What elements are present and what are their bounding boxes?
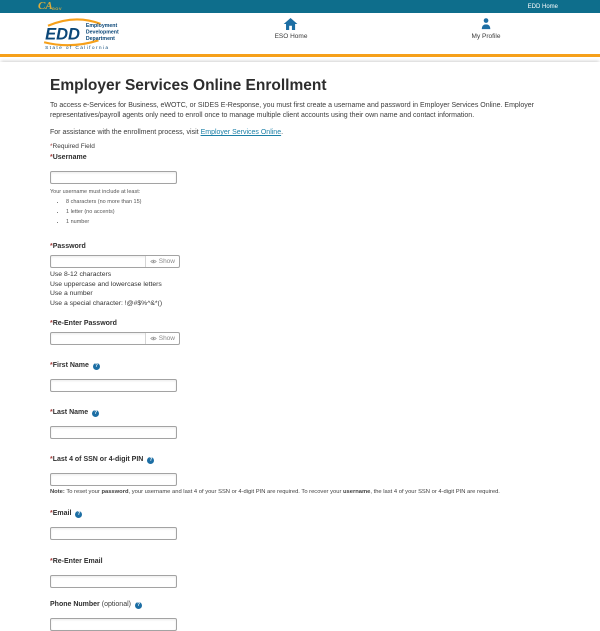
intro-text: To access e-Services for Business, eWOTC, or SIDES E-Response, you must first create a username and password in Employer Services Online. Employer representatives/payroll agents only need to enroll once to manage multiple client accounts using their own name and contact information.	[50, 101, 534, 119]
reenter-email-label: * Re-Enter Email	[50, 558, 103, 566]
last-name-group	[50, 409, 550, 439]
main-content	[0, 62, 600, 631]
password-group	[50, 243, 550, 308]
help-icon[interactable]: ?	[149, 456, 153, 463]
ssn-pin-note: Note: To reset your password, your username and last 4 of your SSN or 4-digit PIN are required. To recover your username, the last 4 of your SSN or 4-digit PIN are required.	[50, 489, 500, 496]
reenter-password-group	[50, 320, 550, 345]
username-hint-title: Your username must include at least:	[50, 189, 141, 196]
assistance-prefix: For assistance with the enrollment process, visit	[50, 129, 201, 137]
username-group	[50, 154, 550, 225]
required-asterisk: *	[50, 154, 53, 162]
phone-optional-text: (optional)	[101, 601, 131, 609]
phone-label: Phone Number (optional) ?	[50, 601, 141, 609]
required-asterisk: *	[50, 320, 53, 328]
username-input[interactable]	[50, 171, 177, 184]
required-asterisk: *	[50, 143, 53, 151]
username-hints	[66, 199, 550, 225]
reenter-password-label: * Re-Enter Password	[50, 320, 117, 328]
password-rule: Use 8-12 characters	[50, 271, 112, 279]
ca-gov-logo[interactable]	[38, 1, 62, 12]
password-rule: Use uppercase and lowercase letters	[50, 280, 162, 288]
phone-input[interactable]	[50, 618, 177, 631]
top-bar	[0, 0, 600, 13]
help-icon[interactable]: ?	[94, 409, 98, 416]
edd-name-line2: Development	[85, 29, 119, 36]
password-rule: Use a special character: !@#$%^&*()	[50, 299, 163, 307]
required-field-note	[50, 143, 550, 150]
assistance-suffix: .	[281, 129, 284, 137]
username-hint-item: • 1 number	[66, 219, 550, 225]
ca-gov-logo-gov: GOV	[51, 6, 63, 11]
email-label: * Email ?	[50, 510, 81, 518]
password-rules	[50, 270, 550, 308]
first-name-label: * First Name ?	[50, 362, 98, 370]
edd-logo-graphic	[38, 18, 124, 51]
eye-icon	[150, 336, 157, 341]
edd-logo[interactable]	[38, 18, 124, 56]
reenter-password-input-wrap	[50, 332, 180, 345]
profile-icon	[481, 18, 492, 30]
home-icon	[284, 18, 298, 30]
required-asterisk: *	[50, 558, 53, 566]
page-title: Employer Services Online Enrollment	[50, 77, 327, 94]
nav-eso-home[interactable]	[275, 18, 308, 40]
username-hint-item: • 1 letter (no accents)	[66, 209, 550, 215]
password-show-button[interactable]: Show	[145, 256, 179, 267]
nav-eso-home-label: ESO Home	[274, 33, 308, 40]
required-asterisk: *	[50, 510, 53, 518]
edd-home-link[interactable]: EDD Home	[527, 3, 558, 10]
nav-my-profile-label: My Profile	[471, 33, 501, 40]
required-asterisk: *	[50, 243, 53, 251]
email-input[interactable]	[50, 527, 177, 540]
enrollment-form	[50, 154, 550, 631]
last-name-label: * Last Name ?	[50, 409, 98, 417]
edd-name-line3: Department	[85, 35, 115, 42]
eye-icon	[150, 259, 157, 264]
password-rule: Use a number	[50, 290, 93, 298]
last-name-input[interactable]	[50, 426, 177, 439]
phone-group	[50, 601, 550, 631]
ssn-pin-group	[50, 456, 550, 496]
password-label: * Password	[50, 243, 86, 251]
reenter-email-group	[50, 558, 550, 588]
required-note-text: Required Field	[52, 143, 95, 151]
nav-my-profile[interactable]	[472, 18, 501, 40]
required-asterisk: *	[50, 409, 53, 417]
required-asterisk: *	[50, 456, 53, 464]
edd-acronym: EDD	[45, 25, 80, 44]
edd-tagline: State of California	[45, 46, 110, 52]
password-input[interactable]	[51, 256, 145, 267]
help-icon[interactable]: ?	[94, 362, 98, 369]
email-group	[50, 510, 550, 540]
first-name-input[interactable]	[50, 379, 177, 392]
ssn-pin-input[interactable]	[50, 473, 177, 486]
help-icon[interactable]: ?	[136, 601, 141, 608]
site-header	[0, 13, 600, 57]
required-asterisk: *	[50, 362, 53, 370]
ssn-pin-label: * Last 4 of SSN or 4-digit PIN ?	[50, 456, 153, 464]
first-name-group	[50, 362, 550, 392]
help-icon[interactable]: ?	[77, 510, 81, 517]
password-input-wrap	[50, 255, 180, 268]
ca-gov-logo-text: CA	[38, 0, 53, 12]
reenter-password-input[interactable]	[51, 333, 145, 344]
reenter-email-input[interactable]	[50, 575, 177, 588]
reenter-password-show-button[interactable]: Show	[145, 333, 179, 344]
assistance-text	[50, 129, 550, 136]
username-label: * Username	[50, 154, 87, 162]
employer-services-online-link[interactable]: Employer Services Online	[200, 129, 282, 137]
username-hint-item: • 8 characters (no more than 15)	[66, 199, 550, 205]
edd-name-line1: Employment	[85, 23, 118, 30]
